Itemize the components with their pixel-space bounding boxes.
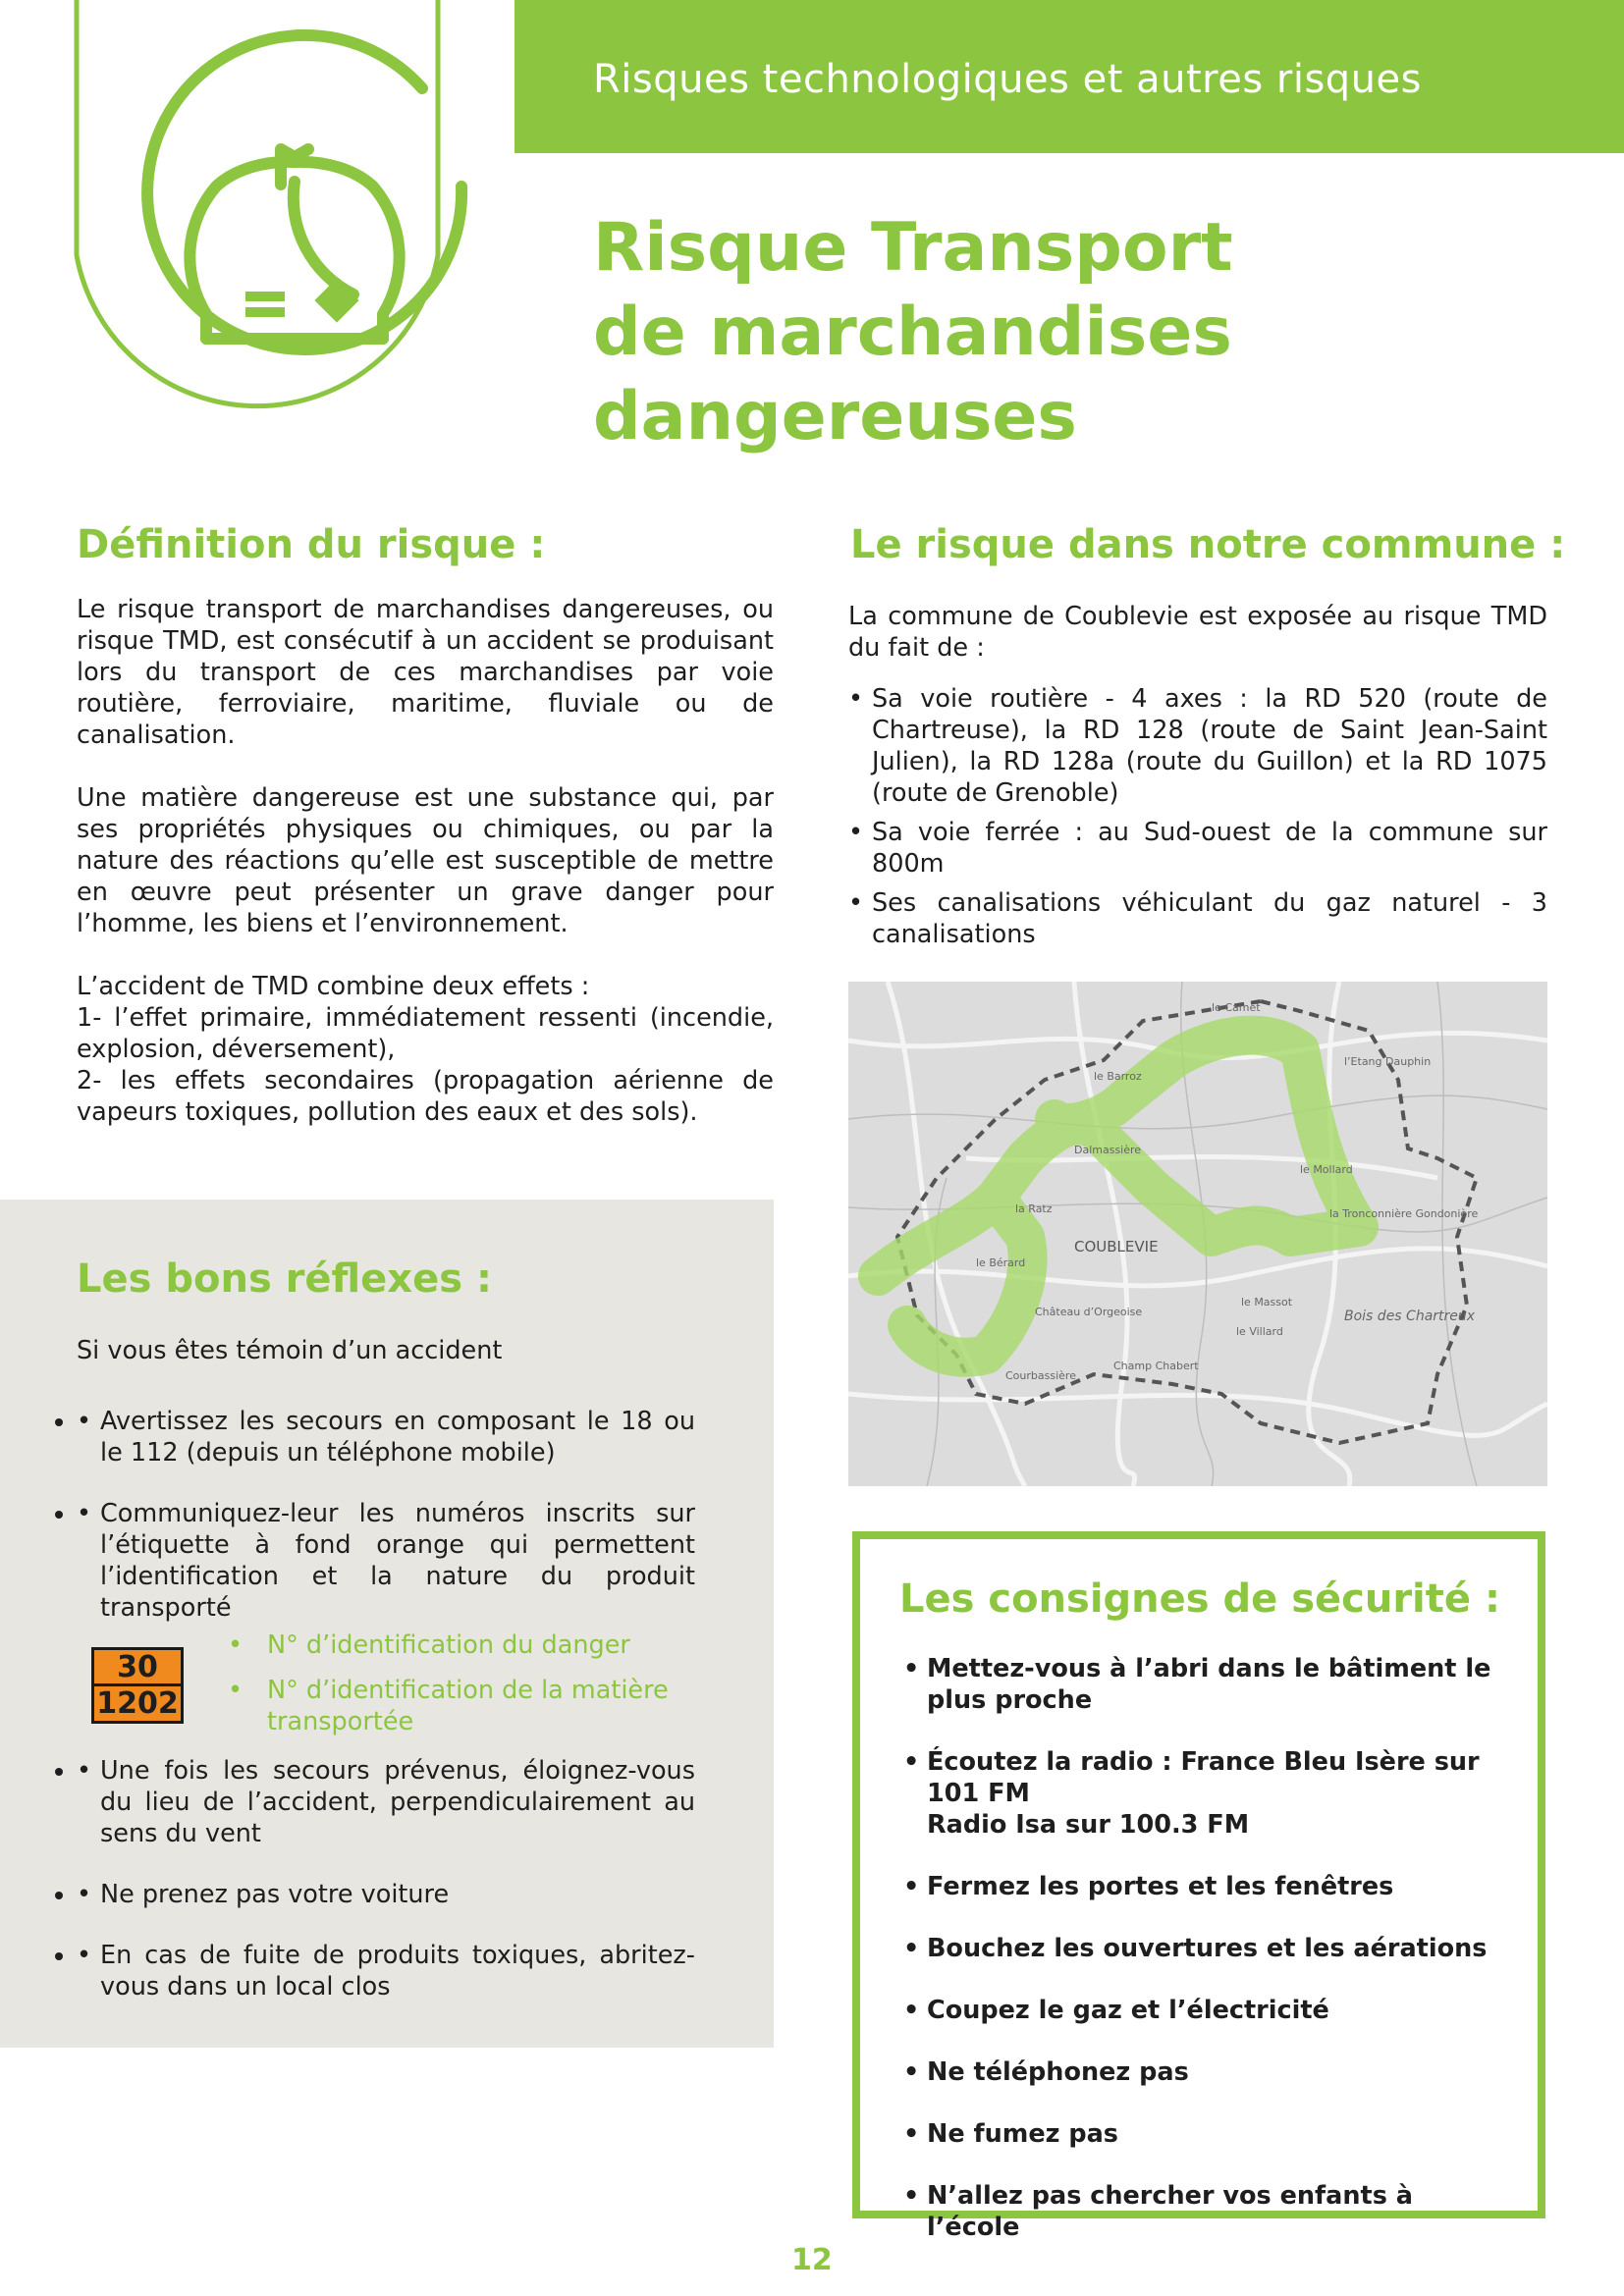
plate-legend bbox=[224, 1629, 695, 1737]
consignes-panel bbox=[852, 1531, 1545, 2242]
svg-text:le Villard: le Villard bbox=[1236, 1325, 1283, 1338]
svg-text:Courbassière: Courbassière bbox=[1005, 1369, 1076, 1382]
list-item: • • En cas de fuite de produits toxiques, abritez-vous dans un local clos bbox=[77, 1940, 695, 2002]
hazard-plate bbox=[91, 1647, 184, 1724]
svg-text:Château d’Orgeoise: Château d’Orgeoise bbox=[1035, 1306, 1143, 1318]
commune-heading: Le risque dans notre commune : bbox=[850, 522, 1566, 567]
list-item: • Sa voie ferrée : au Sud-ouest de la commune sur 800m bbox=[848, 817, 1547, 880]
page-number: 12 bbox=[791, 2243, 833, 2277]
list-item: • N’allez pas chercher vos enfants à l’école bbox=[903, 2180, 1512, 2243]
list-item: • Ses canalisations véhiculant du gaz naturel - 3 canalisations bbox=[848, 887, 1547, 950]
un-number: 1202 bbox=[96, 1686, 179, 1721]
svg-text:Dalmassière: Dalmassière bbox=[1074, 1144, 1142, 1156]
definition-para-2: Une matière dangereuse est une substance qui, par ses propriétés physiques ou chimiques, ou par la nature des réactions qu’elle est susceptible de mettre en œuvre peut présenter un grave danger pour l’homme, les biens et l’environnement. bbox=[77, 783, 774, 938]
definition-para-1: Le risque transport de marchandises dangereuses, ou risque TMD, est consécutif à un accident se produisant lors du transport de ces marchandises par voie routière, ferroviaire, maritime, fluviale ou de canalisation. bbox=[77, 595, 774, 750]
list-item: • Fermez les portes et les fenêtres bbox=[903, 1871, 1512, 1902]
svg-text:la Tronconnière Gondonière: la Tronconnière Gondonière bbox=[1329, 1207, 1479, 1220]
badge bbox=[0, 0, 514, 491]
svg-text:le Camet: le Camet bbox=[1212, 1001, 1261, 1014]
consignes-list bbox=[903, 1653, 1512, 2273]
svg-text:le Massot: le Massot bbox=[1241, 1296, 1293, 1308]
equals-icon bbox=[245, 292, 285, 301]
plate-legend-item: • N° d’identification du danger bbox=[224, 1629, 695, 1661]
list-item: • Sa voie routière - 4 axes : la RD 520 (route de Chartreuse), la RD 128 (route de Saint Jean-Saint Julien), la RD 128a (route du Guillon) et la RD 1075 (route de Grenoble) bbox=[848, 683, 1547, 809]
svg-text:Bois des Chartreux: Bois des Chartreux bbox=[1344, 1308, 1476, 1324]
map-graphic bbox=[848, 982, 1547, 1486]
reflexes-heading: Les bons réflexes : bbox=[77, 1256, 492, 1302]
list-item: • Ne fumez pas bbox=[903, 2118, 1512, 2150]
list-item: • • Une fois les secours prévenus, éloignez-vous du lieu de l’accident, perpendiculairement au sens du vent bbox=[77, 1755, 695, 1849]
list-item: • • Avertissez les secours en composant le 18 ou le 112 (depuis un téléphone mobile) bbox=[77, 1406, 695, 1468]
definition-text bbox=[77, 594, 774, 1128]
svg-text:Champ Chabert: Champ Chabert bbox=[1113, 1360, 1199, 1372]
svg-text:la Ratz: la Ratz bbox=[1015, 1202, 1053, 1215]
list-item: • • Communiquez-leur les numéros inscrits sur l’étiquette à fond orange qui permettent l’identification et la nature du produit transporté bbox=[77, 1498, 695, 1624]
list-item: • Bouchez les ouvertures et les aérations bbox=[903, 1933, 1512, 1964]
commune-map bbox=[848, 982, 1547, 1486]
commune-intro: La commune de Coublevie est exposée au risque TMD du fait de : bbox=[848, 602, 1547, 663]
page-title: Risque Transport de marchandises dangereuses bbox=[593, 209, 1233, 455]
reflexes-list-bottom bbox=[77, 1755, 695, 2002]
list-item: • Écoutez la radio : France Bleu Isère sur 101 FM Radio Isa sur 100.3 FM bbox=[903, 1746, 1512, 1841]
svg-text:l’Etang Dauphin: l’Etang Dauphin bbox=[1344, 1055, 1432, 1068]
list-item: • • Ne prenez pas votre voiture bbox=[77, 1879, 695, 1910]
list-item: • Coupez le gaz et l’électricité bbox=[903, 1995, 1512, 2026]
commune-text bbox=[848, 601, 1547, 958]
commune-list bbox=[848, 683, 1547, 950]
list-item: • Ne téléphonez pas bbox=[903, 2056, 1512, 2088]
svg-text:le Barroz: le Barroz bbox=[1094, 1070, 1142, 1083]
definition-para-3: L’accident de TMD combine deux effets : 1- l’effet primaire, immédiatement ressenti (incendie, explosion, déversement), 2- les effets secondaires (propagation aérienne de vapeurs toxiques, pollution des eaux et des sols). bbox=[77, 972, 774, 1127]
consignes-heading: Les consignes de sécurité : bbox=[899, 1576, 1500, 1622]
definition-heading: Définition du risque : bbox=[77, 522, 546, 567]
plate-legend-item: • N° d’identification de la matière transportée bbox=[224, 1675, 695, 1737]
svg-text:le Mollard: le Mollard bbox=[1300, 1163, 1353, 1176]
reflexes-list-top bbox=[77, 1406, 695, 1624]
svg-text:le Bérard: le Bérard bbox=[976, 1256, 1026, 1269]
header-band bbox=[514, 0, 1624, 153]
reflexes-intro: Si vous êtes témoin d’un accident bbox=[77, 1336, 503, 1365]
hazard-number: 30 bbox=[94, 1650, 181, 1686]
list-item: • Mettez-vous à l’abri dans le bâtiment le plus proche bbox=[903, 1653, 1512, 1716]
section-title: Risques technologiques et autres risques bbox=[593, 57, 1422, 102]
map-label-coublevie: COUBLEVIE bbox=[1074, 1238, 1159, 1255]
